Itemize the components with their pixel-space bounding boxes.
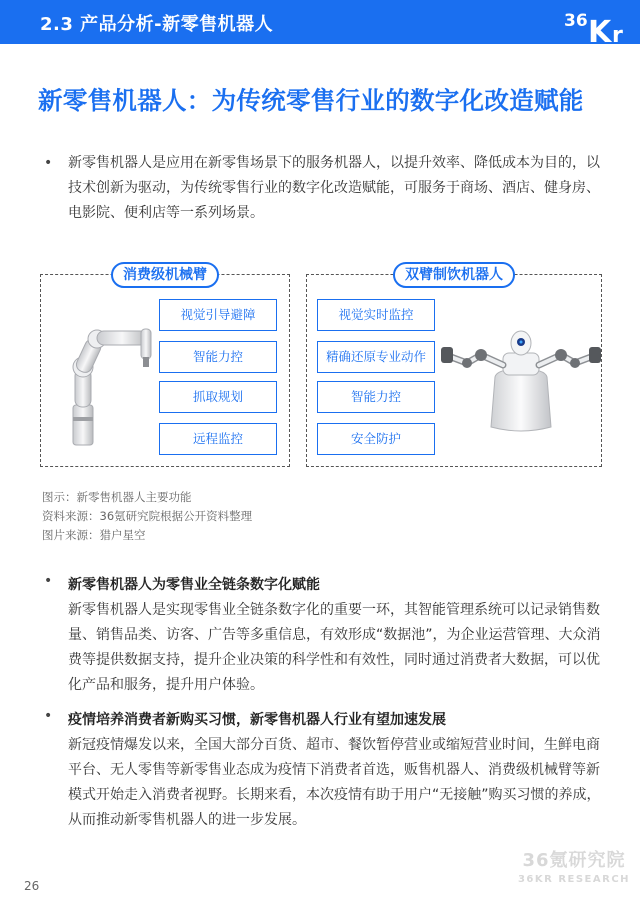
feature-box: 智能力控	[317, 381, 435, 413]
feature-box: 视觉引导避障	[159, 299, 277, 331]
robotic-arm-panel	[40, 267, 290, 467]
page-title: 新零售机器人：为传统零售行业的数字化改造赋能	[38, 86, 584, 115]
panel-title-dual-arm-robot: 双臂制饮机器人	[393, 262, 515, 288]
svg-text:K: K	[588, 15, 612, 44]
intro-paragraph	[44, 151, 604, 226]
watermark	[514, 846, 634, 885]
intro-text: 新零售机器人是应用在新零售场景下的服务机器人，以提升效率、降低成本为目的，以技术创新为驱动，为传统零售行业的数字化改造赋能，可服务于商场、酒店、健身房、电影院、便利店等一系列场景。	[68, 155, 600, 221]
watermark-en: 36KR RESEARCH	[517, 874, 631, 885]
panel-title-robotic-arm: 消费级机械臂	[111, 262, 219, 288]
svg-text:36: 36	[564, 11, 588, 31]
figure-caption: 图示：新零售机器人主要功能	[42, 490, 192, 504]
feature-box: 视觉实时监控	[317, 299, 435, 331]
feature-box: 抓取规划	[159, 381, 277, 413]
watermark-cn: 36氪研究院	[522, 850, 626, 871]
section-heading: 新零售机器人为零售业全链条数字化赋能	[68, 577, 320, 593]
section-title: 2.3 产品分析-新零售机器人	[40, 14, 274, 35]
36kr-logo	[562, 4, 636, 44]
svg-text:r: r	[612, 23, 623, 44]
page-number: 26	[24, 879, 40, 893]
feature-box: 远程监控	[159, 423, 277, 455]
dual-arm-robot-icon	[437, 315, 605, 435]
feature-box: 安全防护	[317, 423, 435, 455]
bullet-icon: •	[44, 573, 53, 589]
section-pandemic	[44, 708, 604, 833]
section-heading: 疫情培养消费者新购买习惯，新零售机器人行业有望加速发展	[68, 712, 446, 728]
robotic-arm-icon	[59, 309, 159, 449]
section-body: 新冠疫情爆发以来，全国大部分百货、超市、餐饮暂停营业或缩短营业时间，生鲜电商平台、无人零售等新零售业态成为疫情下消费者首选，贩售机器人、消费级机械臂等新模式开始走入消费者视野。长期来看，本次疫情有助于用户“无接触”购买习惯的养成，从而推动新零售机器人的进一步发展。	[68, 737, 601, 828]
source-caption: 资料来源：36氪研究院根据公开资料整理	[42, 509, 253, 523]
bullet-icon: •	[44, 155, 53, 171]
section-digitalization	[44, 573, 604, 698]
image-source-caption: 图片来源：猎户星空	[42, 528, 146, 542]
page-header	[0, 0, 640, 44]
feature-box: 精确还原专业动作	[317, 341, 435, 373]
dual-arm-robot-panel	[306, 267, 602, 467]
bullet-icon: •	[44, 708, 53, 724]
feature-box: 智能力控	[159, 341, 277, 373]
section-body: 新零售机器人是实现零售业全链条数字化的重要一环，其智能管理系统可以记录销售数量、销售品类、访客、广告等多重信息，有效形成“数据池”，为企业运营管理、大众消费等提供数据支持，提升企业决策的科学性和有效性，同时通过消费者大数据，可以优化产品和服务，提升用户体验。	[68, 602, 601, 693]
